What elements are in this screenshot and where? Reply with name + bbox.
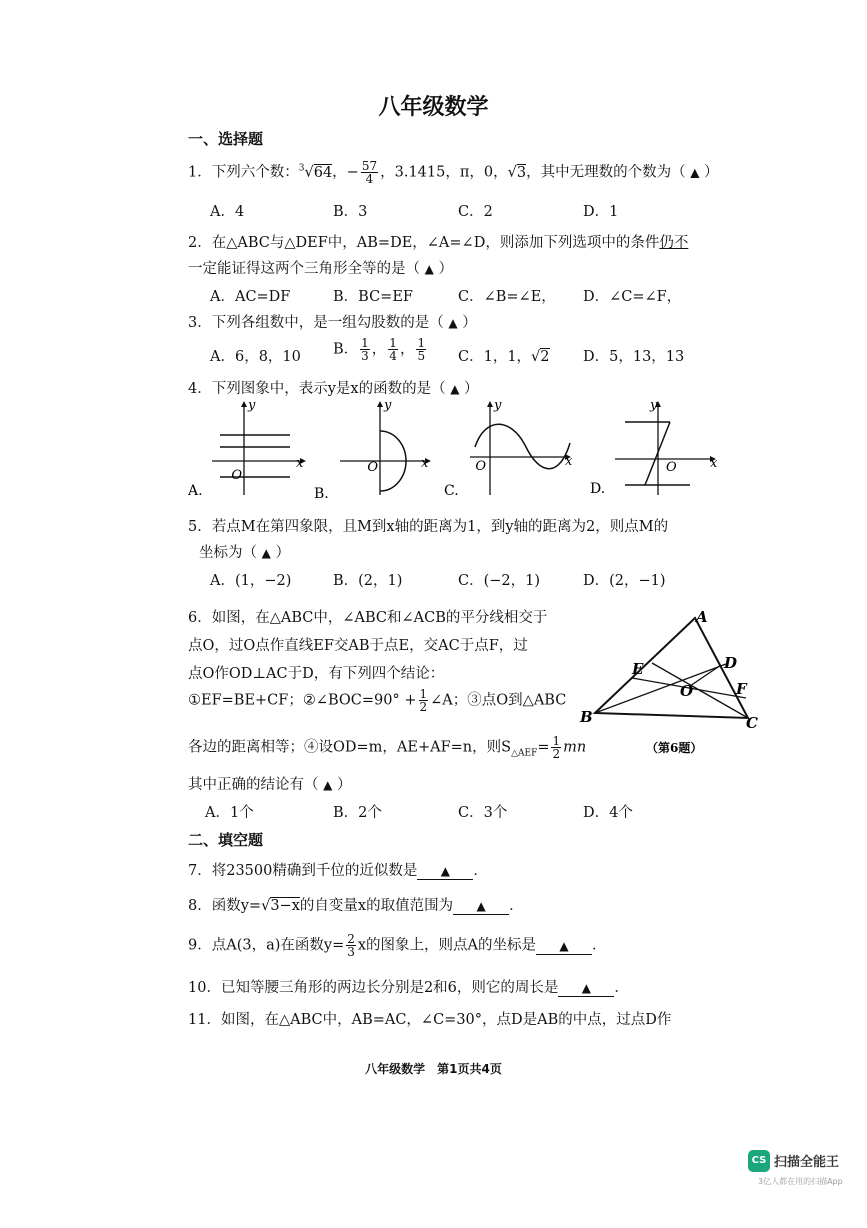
- question-7: [188, 859, 488, 880]
- frac-num: 1: [417, 336, 426, 350]
- page-title: 八年级数学: [378, 95, 489, 120]
- graph-a-label: A.: [188, 483, 203, 499]
- question-5-line-2: [199, 541, 290, 562]
- origin-label: O: [666, 460, 677, 475]
- scanner-tagline: 3亿人都在用的扫描App: [758, 1177, 843, 1186]
- point-c-label: C: [746, 714, 758, 732]
- q10-text: 10．已知等腰三角形的两边长分别是2和6，则它的周长是: [188, 980, 559, 996]
- graph-a: [187, 398, 306, 499]
- fraction: [346, 933, 356, 958]
- graph-b-label: B.: [314, 486, 329, 502]
- radical-sign: √: [507, 164, 517, 181]
- q5-option-d: D．(2，−1): [583, 573, 666, 589]
- x-axis-label: x: [710, 456, 718, 471]
- question-6-line-5: [188, 735, 586, 760]
- page-footer: 八年级数学 第1页共4页: [365, 1062, 502, 1076]
- q6-mn: mn: [563, 739, 587, 756]
- answer-blank: [536, 938, 592, 955]
- q10-end: ．: [614, 980, 629, 996]
- answer-triangle: ▲: [440, 864, 450, 878]
- graph-c-label: C.: [444, 483, 459, 499]
- q3-optc-radicand: 2: [540, 349, 550, 365]
- q3-optb-label: B．: [333, 341, 359, 358]
- point-b-label: B: [580, 708, 593, 726]
- y-axis-label: y: [384, 398, 392, 413]
- radical-sign: √: [304, 164, 314, 181]
- answer-triangle: ▲: [424, 262, 434, 276]
- q3-option-a: A．6，8，10: [210, 349, 301, 365]
- q7-text: 7．将23500精确到千位的近似数是: [188, 863, 418, 879]
- q7-end: ．: [473, 863, 488, 879]
- q8-text-b: 的自变量x的取值范围为: [299, 898, 454, 914]
- x-axis-label: x: [296, 456, 304, 471]
- q5-option-c: C．(−2，1): [458, 573, 541, 589]
- q6-line4b: ∠A；③点O到△ABC: [430, 692, 567, 709]
- graph-b: [314, 398, 431, 502]
- x-axis-label: x: [565, 454, 573, 469]
- scanner-name: 扫描全能王: [774, 1155, 840, 1170]
- q3-stem: 3．下列各组数中，是一组勾股数的是（: [188, 315, 444, 331]
- q6-triangle-figure: [578, 608, 768, 768]
- q6-option-c: C．3个: [458, 805, 508, 821]
- q1-option-b: B．3: [333, 204, 368, 220]
- figure-caption: （第6题）: [646, 741, 703, 755]
- frac-num: 1: [389, 336, 397, 350]
- answer-blank: [453, 898, 509, 915]
- answer-triangle: ▲: [581, 981, 592, 995]
- q2-line1: 2．在△ABC与△DEF中，AB=DE，∠A=∠D，则添加下列选项中的条件: [188, 235, 660, 251]
- y-axis-label: y: [650, 398, 658, 413]
- q2-close: ）: [438, 261, 453, 277]
- graph-d-label: D.: [590, 481, 606, 497]
- frac-num: 1: [361, 336, 369, 350]
- fraction: [416, 337, 426, 362]
- frac-den: 2: [552, 747, 561, 761]
- q4-close: ）: [464, 381, 479, 397]
- q9-text-b: x的图象上，则点A的坐标是: [357, 937, 537, 954]
- q1-option-c: C．2: [458, 204, 493, 220]
- q1-sqrt-radicand: 3: [516, 164, 527, 181]
- q2-option-a: A．AC=DF: [210, 289, 291, 305]
- q5-line2: 坐标为（: [199, 545, 257, 561]
- radical-sign: √: [261, 898, 271, 914]
- point-a-label: A: [696, 608, 708, 626]
- q2-option-b: B．BC=EF: [333, 289, 413, 305]
- frac-num: 1: [419, 687, 428, 701]
- q6-close: ）: [336, 777, 352, 793]
- q3-option-b: [333, 337, 428, 362]
- q1-cbrt-radicand: 64: [313, 164, 333, 181]
- question-11: 11．如图，在△ABC中，AB=AC，∠C=30°，点D是AB的中点，过点D作: [188, 1012, 672, 1028]
- point-f-label: F: [736, 680, 747, 698]
- answer-blank: [417, 863, 473, 880]
- origin-label: O: [231, 468, 242, 483]
- answer-triangle: ▲: [448, 316, 458, 330]
- answer-blank: [558, 980, 614, 997]
- answer-triangle: ▲: [323, 778, 333, 792]
- question-1: [188, 160, 719, 185]
- section-fill-heading: 二、填空题: [188, 831, 264, 849]
- question-9: [188, 933, 607, 958]
- q2-option-c: C．∠B=∠E，: [458, 289, 556, 305]
- question-2-line-1: [188, 231, 688, 252]
- answer-triangle: ▲: [450, 382, 460, 396]
- frac-den: 2: [419, 700, 428, 714]
- origin-label: O: [367, 460, 378, 475]
- q1-stem: 1．下列六个数：: [188, 164, 299, 181]
- question-6-line-3: 点O作OD⊥AC于D，有下列四个结论：: [188, 666, 445, 682]
- q5-option-b: B．(2，1): [333, 573, 403, 589]
- frac-num: 1: [552, 734, 561, 748]
- question-6-line-1: 6．如图，在△ABC中，∠ABC和∠ACB的平分线相交于: [188, 610, 548, 626]
- q4-graphs: [180, 395, 740, 505]
- section-choice-heading: 一、选择题: [188, 130, 264, 148]
- frac-num: 2: [347, 932, 355, 946]
- answer-triangle: ▲: [261, 546, 271, 560]
- q3-option-d: D．5，13，13: [583, 349, 685, 365]
- frac-den: 3: [361, 349, 369, 363]
- q6-line5a: 各边的距离相等；④设OD=m，AE+AF=n，则S: [188, 739, 512, 756]
- point-e-label: E: [632, 660, 644, 678]
- scanner-logo: CS: [748, 1150, 770, 1172]
- frac-den: 5: [417, 349, 426, 363]
- q3-option-c: [458, 345, 550, 366]
- question-6-line-4: [188, 688, 566, 713]
- q5-close: ）: [275, 545, 290, 561]
- question-6-line-6: [188, 773, 351, 794]
- q1-list: ，3.1415，π，0，: [380, 164, 508, 181]
- question-5-line-1: 5．若点M在第四象限，且M到x轴的距离为1，到y轴的距离为2，则点M的: [188, 519, 669, 535]
- q1-neg: −: [346, 164, 359, 181]
- point-d-label: D: [724, 654, 738, 672]
- q8-end: ．: [509, 898, 524, 914]
- q2-option-d: D．∠C=∠F，: [583, 289, 682, 305]
- q1-option-d: D．1: [583, 204, 619, 220]
- graph-c: [444, 398, 573, 499]
- question-2-line-2: [188, 257, 453, 278]
- answer-triangle: ▲: [690, 165, 700, 180]
- q6-option-a: A．1个: [205, 805, 254, 821]
- q2-line2: 一定能证得这两个三角形全等的是（: [188, 261, 420, 277]
- q8-radicand: 3−x: [270, 898, 300, 914]
- fraction: [360, 337, 370, 362]
- answer-triangle: ▲: [559, 938, 569, 953]
- q1-frac-num: 57: [361, 159, 378, 173]
- y-axis-label: y: [494, 398, 502, 413]
- frac-den: 4: [389, 349, 397, 363]
- origin-label: O: [475, 459, 486, 474]
- q3-optc-label: C．1，1，: [458, 349, 532, 365]
- q6-option-b: B．2个: [333, 805, 382, 821]
- q1-cbrt-index: 3: [298, 163, 305, 174]
- point-o-label: O: [680, 682, 694, 700]
- q5-option-a: A．(1，−2): [210, 573, 292, 589]
- q1-frac-den: 4: [365, 172, 374, 186]
- q3-close: ）: [462, 315, 477, 331]
- q6-eq: =: [537, 739, 550, 756]
- answer-triangle: ▲: [476, 899, 486, 913]
- fraction: [388, 337, 398, 362]
- q9-text-a: 9．点A(3，a)在函数y=: [188, 937, 345, 954]
- fraction-half: [419, 688, 429, 713]
- q1-close: ）: [704, 164, 719, 181]
- radical-sign: √: [531, 349, 541, 365]
- x-axis-label: x: [421, 456, 429, 471]
- q6-line4a: ①EF=BE+CF；②∠BOC=90° +: [188, 692, 417, 709]
- question-6-line-2: 点O，过O点作直线EF交AB于点E，交AC于点F，过: [188, 638, 528, 654]
- q6-option-d: D．4个: [583, 805, 633, 821]
- sep: ，: [399, 341, 415, 358]
- sep: ，: [371, 341, 387, 358]
- q1-option-a: A．4: [210, 204, 245, 220]
- question-8: [188, 894, 524, 915]
- q9-end: ．: [592, 937, 607, 954]
- q4-stem: 4．下列图象中，表示y是x的函数的是（: [188, 381, 446, 397]
- frac-den: 3: [347, 945, 355, 959]
- q1-sep: ，: [332, 164, 347, 181]
- y-axis-label: y: [248, 398, 256, 413]
- q6-line6: 其中正确的结论有（: [188, 777, 319, 793]
- q2-emphasis: 仍不: [659, 235, 689, 251]
- fraction-half: [551, 735, 561, 760]
- graph-d: [590, 398, 718, 497]
- question-3: [188, 311, 477, 332]
- q1-fraction: [361, 160, 378, 185]
- q1-stem-end: ，其中无理数的个数为（: [526, 164, 686, 181]
- q8-text-a: 8．函数y=: [188, 898, 262, 914]
- question-10: [188, 976, 629, 997]
- q6-area-subscript: △AEF: [511, 748, 538, 759]
